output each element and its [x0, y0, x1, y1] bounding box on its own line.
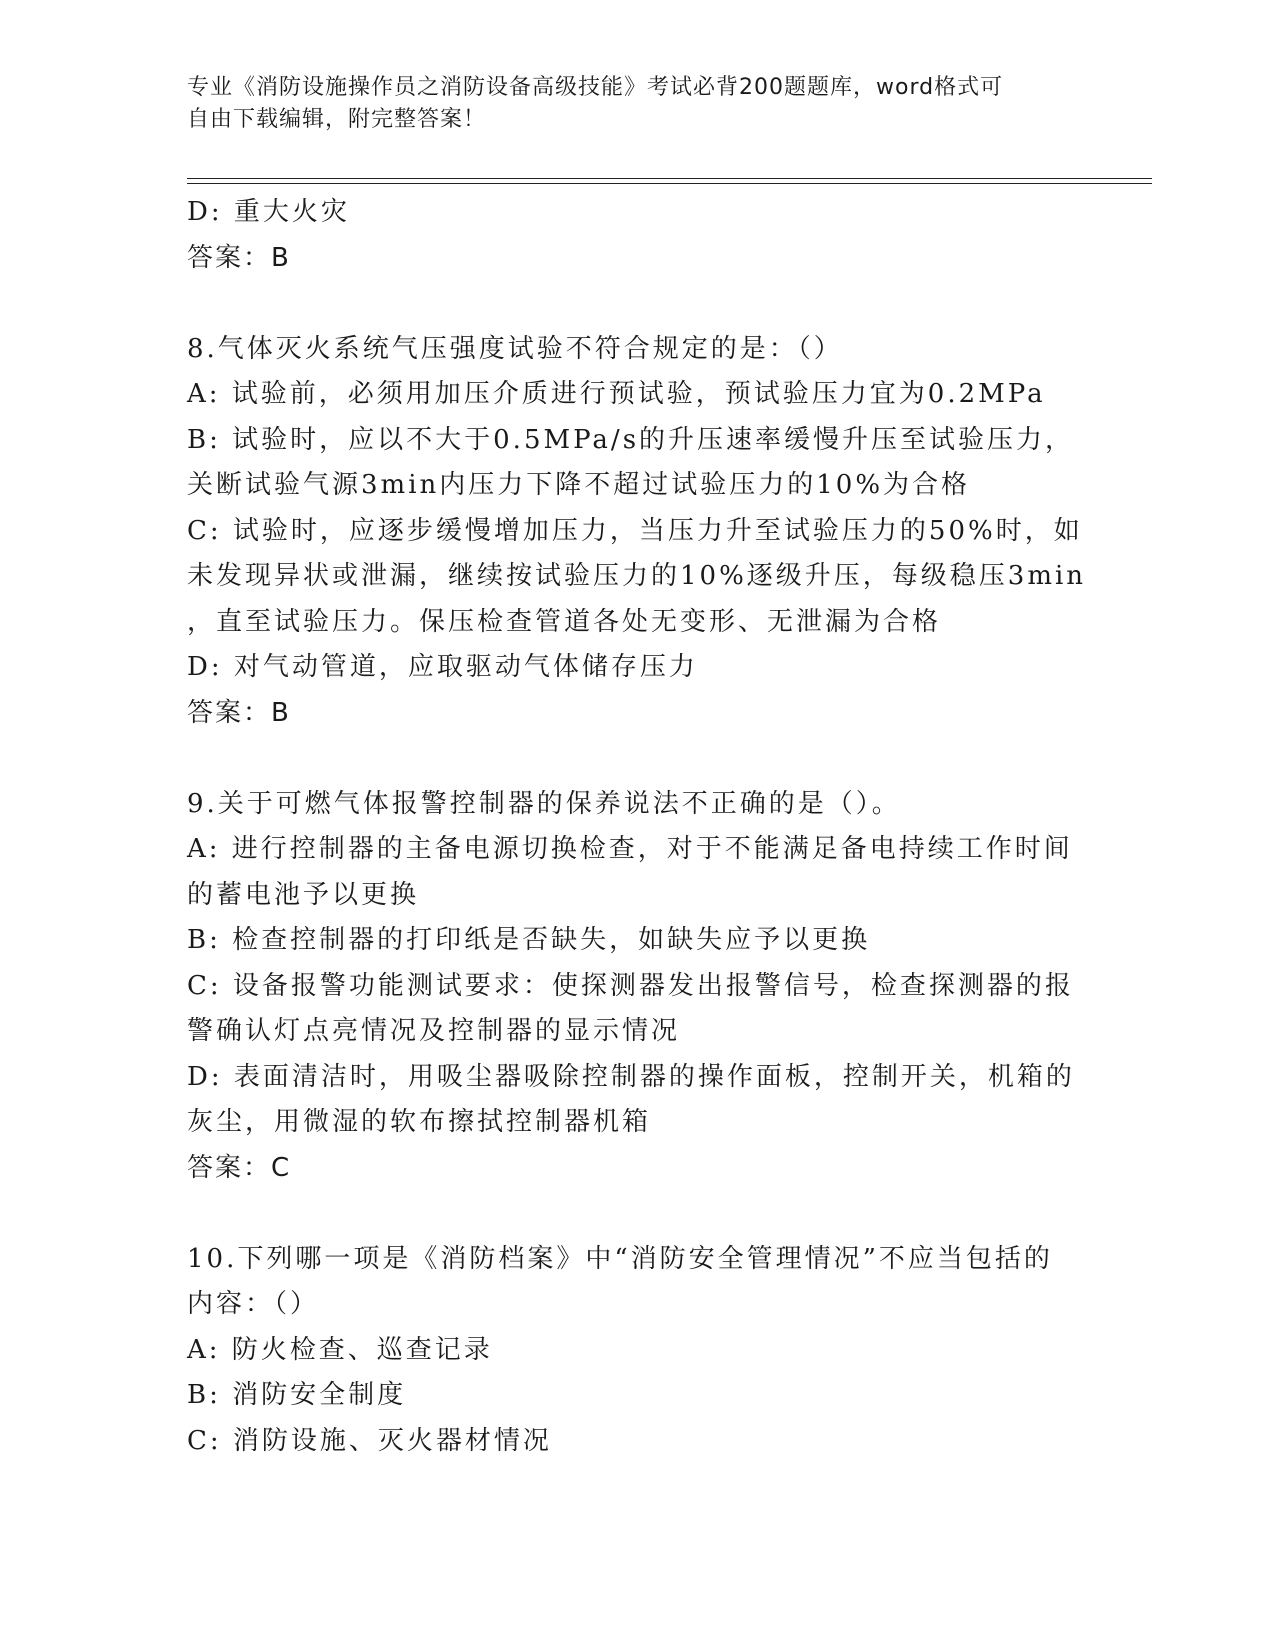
q10-question: 10.下列哪一项是《消防档案》中“消防安全管理情况”不应当包括的	[187, 1243, 1053, 1274]
q9-option-a-cont: 的蓄电池予以更换	[187, 879, 420, 910]
header-line-2: 自由下载编辑，附完整答案！	[187, 107, 487, 132]
header-rule-top	[187, 178, 1152, 179]
q9-answer: 答案：C	[187, 1152, 292, 1183]
q10-option-c: C: 消防设施、灭火器材情况	[187, 1425, 552, 1456]
header-rule-bottom	[187, 183, 1152, 184]
document-body	[187, 190, 1087, 1464]
q8-answer: 答案：B	[187, 697, 291, 728]
q8-option-a: A: 试验前，必须用加压介质进行预试验，预试验压力宜为0.2MPa	[187, 379, 1046, 409]
q9-option-b: B: 检查控制器的打印纸是否缺失，如缺失应予以更换	[187, 925, 871, 955]
document-header	[187, 72, 1067, 136]
q8-option-d: D: 对气动管道，应取驱动气体储存压力	[187, 652, 698, 682]
q9-option-a: A: 进行控制器的主备电源切换检查，对于不能满足备电持续工作时间	[187, 834, 1073, 864]
q8-option-c: C: 试验时，应逐步缓慢增加压力，当压力升至试验压力的50%时，如	[187, 515, 1083, 546]
q10-option-a: A: 防火检查、巡查记录	[187, 1334, 493, 1365]
q8-option-b-cont: 关断试验气源3min内压力下降不超过试验压力的10%为合格	[187, 470, 971, 500]
q8-question: 8.气体灭火系统气压强度试验不符合规定的是：（）	[187, 333, 843, 364]
q10-option-b: B: 消防安全制度	[187, 1380, 407, 1410]
q9-option-d-cont: 灰尘，用微湿的软布擦拭控制器机箱	[187, 1107, 652, 1137]
q9-option-c-cont: 警确认灯点亮情况及控制器的显示情况	[187, 1016, 681, 1046]
q7-option-d: D: 重大火灾	[187, 197, 350, 227]
q10-question-cont: 内容：（）	[187, 1289, 320, 1319]
q9-option-d: D: 表面清洁时，用吸尘器吸除控制器的操作面板，控制开关，机箱的	[187, 1061, 1075, 1092]
q8-option-c-cont2: ，直至试验压力。保压检查管道各处无变形、无泄漏为合格	[187, 606, 942, 637]
q7-answer: 答案：B	[187, 242, 291, 273]
spacer	[187, 1191, 1077, 1237]
q9-question: 9.关于可燃气体报警控制器的保养说法不正确的是（）。	[187, 788, 901, 819]
spacer	[187, 736, 1077, 782]
spacer	[187, 281, 1077, 327]
q9-option-c: C: 设备报警功能测试要求：使探测器发出报警信号，检查探测器的报	[187, 970, 1074, 1001]
header-line-1: 专业《消防设施操作员之消防设备高级技能》考试必背200题题库，word格式可	[187, 75, 1004, 100]
q8-option-b: B: 试验时，应以不大于0.5MPa/s的升压速率缓慢升压至试验压力，	[187, 424, 1075, 455]
q8-option-c-cont: 未发现异状或泄漏，继续按试验压力的10%逐级升压，每级稳压3min	[187, 561, 1087, 591]
